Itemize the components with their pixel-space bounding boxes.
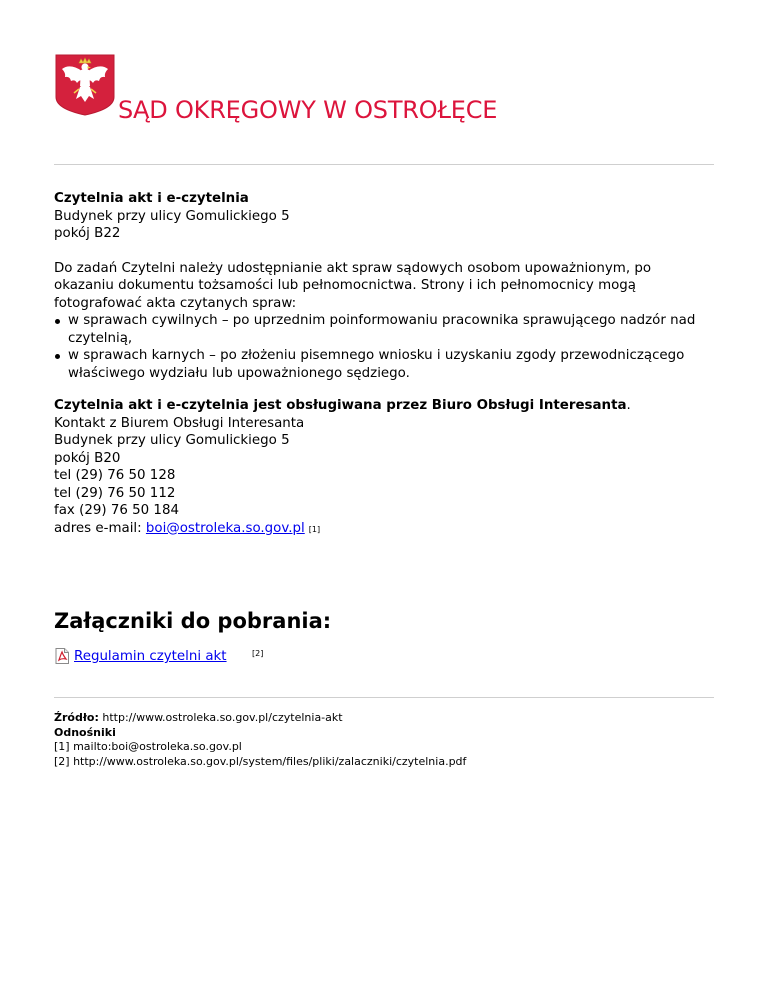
- attachment-link[interactable]: Regulamin czytelni akt: [74, 649, 227, 664]
- refs-title: Odnośniki: [54, 725, 116, 739]
- contact-tel-1: tel (29) 76 50 128: [54, 468, 176, 483]
- contact-fax: fax (29) 76 50 184: [54, 503, 179, 518]
- source-line: [54, 711, 714, 726]
- intro-paragraph: Do zadań Czytelni należy udostępnianie akt spraw sądowych osobom upoważnionym, po okazaniu dokumentu tożsamości lub pełnomocnictwa. Strony i ich pełnomocnicy mogą fotografować akta czytanych spraw:: [54, 260, 652, 311]
- section-title: Czytelnia akt i e-czytelnia: [54, 191, 249, 206]
- section-room: pokój B22: [54, 226, 121, 241]
- main-content: [54, 190, 714, 538]
- contact-email-line: adres e-mail: boi@ostroleka.so.gov.pl [1]: [54, 520, 321, 536]
- header: [54, 0, 714, 165]
- header-divider: [54, 164, 714, 165]
- page: [54, 0, 714, 768]
- list-item: w sprawach karnych – po złożeniu pisemnego wniosku i uzyskaniu zgody przewodniczącego właściwego wydziału lub upoważnionego sędziego.: [54, 347, 714, 382]
- access-rules-list: [54, 312, 714, 382]
- contact-heading: Kontakt z Biurem Obsługi Interesanta: [54, 415, 305, 431]
- reading-room-info: [54, 190, 714, 243]
- source-label: Źródło:: [54, 711, 99, 724]
- footer-divider: [54, 697, 714, 698]
- service-bold: Czytelnia akt i e-czytelnia jest obsługiwana przez Biuro Obsługi Interesanta: [54, 398, 627, 413]
- ref-item: [2] http://www.ostroleka.so.gov.pl/system/files/pliki/zalaczniki/czytelnia.pdf: [54, 754, 467, 768]
- email-link[interactable]: boi@ostroleka.so.gov.pl: [145, 520, 305, 536]
- ref-item: [1] mailto:boi@ostroleka.so.gov.pl: [54, 740, 242, 753]
- email-ref: [1]: [308, 524, 321, 534]
- source-url: http://www.ostroleka.so.gov.pl/czytelnia-akt: [98, 711, 343, 724]
- attachments-title: Załączniki do pobrania:: [54, 609, 332, 633]
- contact-room: pokój B20: [54, 450, 121, 466]
- contact-building: Budynek przy ulicy Gomulickiego 5: [54, 433, 290, 448]
- footer: [54, 711, 714, 769]
- contact-block: [54, 415, 714, 539]
- court-name: SĄD OKRĘGOWY W OSTROŁĘCE: [118, 96, 498, 124]
- service-paragraph: Czytelnia akt i e-czytelnia jest obsługiwana przez Biuro Obsługi Interesanta.: [54, 398, 631, 413]
- list-item: w sprawach cywilnych – po uprzednim poinformowaniu pracownika sprawującego nadzór nad czytelnią,: [54, 312, 714, 347]
- polish-eagle-emblem: [54, 53, 116, 117]
- section-building: Budynek przy ulicy Gomulickiego 5: [54, 208, 290, 224]
- contact-tel-2: tel (29) 76 50 112: [54, 485, 176, 501]
- attachment-ref: [2]: [252, 649, 264, 658]
- pdf-icon: [55, 648, 69, 664]
